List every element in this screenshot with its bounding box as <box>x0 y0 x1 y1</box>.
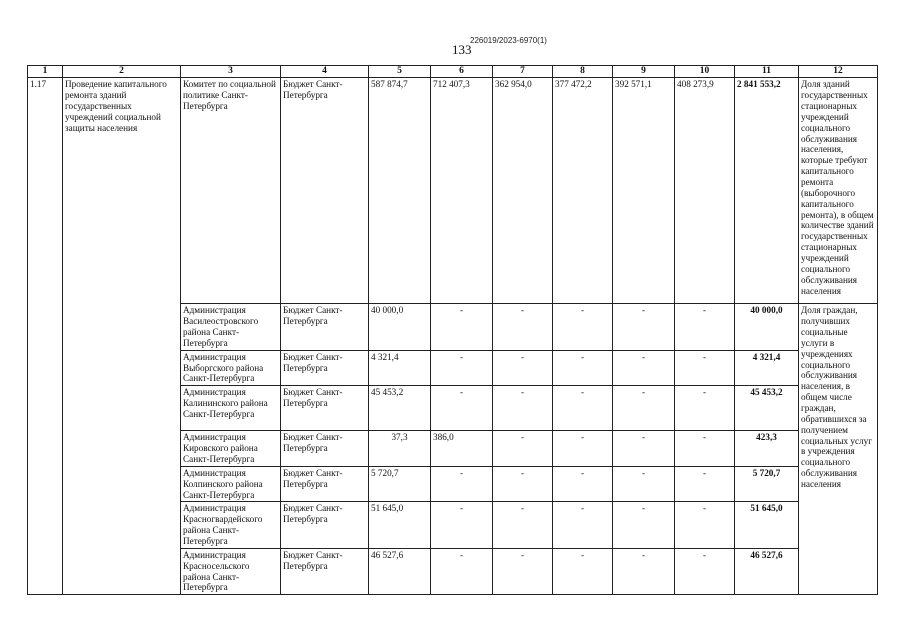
column-number: 1 <box>28 66 63 78</box>
column-number: 12 <box>799 66 878 78</box>
value-2025: - <box>431 304 493 350</box>
value-total: 40 000,0 <box>735 304 799 350</box>
column-number-row <box>28 66 878 78</box>
value-total: 45 453,2 <box>735 386 799 431</box>
value-2024: 46 527,6 <box>369 548 431 594</box>
column-number: 4 <box>281 66 369 78</box>
page-number: 133 <box>452 42 472 57</box>
value-2026: - <box>493 386 553 431</box>
value-2028: - <box>613 502 675 548</box>
value-2024: 4 321,4 <box>369 350 431 386</box>
executor: Администрация Выборгского района Санкт-Петербурга <box>181 350 281 386</box>
value-2029: - <box>675 466 735 502</box>
value-2029: - <box>675 502 735 548</box>
value-2026: 362 954,0 <box>493 78 553 304</box>
value-2029: - <box>675 304 735 350</box>
value-2025: 386,0 <box>431 431 493 467</box>
value-2028: 392 571,1 <box>613 78 675 304</box>
value-2029: - <box>675 431 735 467</box>
value-2029: - <box>675 548 735 594</box>
value-2027: - <box>553 431 613 467</box>
executor: Комитет по социальной политике Санкт-Петербурга <box>181 78 281 304</box>
program-table <box>27 65 878 595</box>
value-total: 2 841 553,2 <box>735 78 799 304</box>
value-2026: - <box>493 431 553 467</box>
value-2027: - <box>553 304 613 350</box>
funding-source: Бюджет Санкт-Петербурга <box>281 386 369 431</box>
executor: Администрация Василеостровского района Санкт-Петербурга <box>181 304 281 350</box>
executor: Администрация Колпинского района Санкт-Петербурга <box>181 466 281 502</box>
value-2028: - <box>613 350 675 386</box>
value-2024: 5 720,7 <box>369 466 431 502</box>
value-2024: 40 000,0 <box>369 304 431 350</box>
value-2026: - <box>493 466 553 502</box>
value-2026: - <box>493 548 553 594</box>
value-2025: 712 407,3 <box>431 78 493 304</box>
executor: Администрация Красносельского района Санкт-Петербурга <box>181 548 281 594</box>
indicator-text: Доля зданий государственных стационарных учреждений социального обслуживания населения, которые требуют капитального ремонта (выборочного капитального ремонта), в общем количестве зданий государственных стационарных учреждений социального обслуживания населения <box>799 78 878 304</box>
value-2025: - <box>431 502 493 548</box>
value-2027: 377 472,2 <box>553 78 613 304</box>
value-2028: - <box>613 304 675 350</box>
funding-source: Бюджет Санкт-Петербурга <box>281 548 369 594</box>
table-row <box>28 78 878 304</box>
column-number: 8 <box>553 66 613 78</box>
value-2027: - <box>553 350 613 386</box>
row-number: 1.17 <box>28 78 63 595</box>
value-2026: - <box>493 350 553 386</box>
column-number: 11 <box>735 66 799 78</box>
value-total: 4 321,4 <box>735 350 799 386</box>
funding-source: Бюджет Санкт-Петербурга <box>281 431 369 467</box>
value-total: 51 645,0 <box>735 502 799 548</box>
column-number: 7 <box>493 66 553 78</box>
value-2027: - <box>553 466 613 502</box>
value-2028: - <box>613 431 675 467</box>
column-number: 5 <box>369 66 431 78</box>
value-2024: 587 874,7 <box>369 78 431 304</box>
value-2026: - <box>493 502 553 548</box>
column-number: 3 <box>181 66 281 78</box>
value-2025: - <box>431 466 493 502</box>
value-2025: - <box>431 386 493 431</box>
value-2025: - <box>431 548 493 594</box>
value-total: 5 720,7 <box>735 466 799 502</box>
indicator-text: Доля граждан, получивших социальные услуги в учреждениях социального обслуживания населения, в общем числе граждан, обратившихся за получением социальных услуг в учреждения социального обслуживания населения <box>799 304 878 595</box>
value-2027: - <box>553 502 613 548</box>
column-number: 2 <box>63 66 181 78</box>
value-2029: - <box>675 386 735 431</box>
value-2024: 37,3 <box>369 431 431 467</box>
funding-source: Бюджет Санкт-Петербурга <box>281 304 369 350</box>
executor: Администрация Красногвардейского района Санкт-Петербурга <box>181 502 281 548</box>
value-2029: 408 273,9 <box>675 78 735 304</box>
executor: Администрация Калининского района Санкт-Петербурга <box>181 386 281 431</box>
column-number: 6 <box>431 66 493 78</box>
activity-name: Проведение капитального ремонта зданий государственных учреждений социальной защиты населения <box>63 78 181 595</box>
value-2024: 45 453,2 <box>369 386 431 431</box>
value-2028: - <box>613 466 675 502</box>
funding-source: Бюджет Санкт-Петербурга <box>281 350 369 386</box>
funding-source: Бюджет Санкт-Петербурга <box>281 466 369 502</box>
value-2029: - <box>675 350 735 386</box>
value-2024: 51 645,0 <box>369 502 431 548</box>
value-2027: - <box>553 548 613 594</box>
value-2028: - <box>613 548 675 594</box>
value-total: 46 527,6 <box>735 548 799 594</box>
value-2027: - <box>553 386 613 431</box>
funding-source: Бюджет Санкт-Петербурга <box>281 78 369 304</box>
value-2028: - <box>613 386 675 431</box>
value-2026: - <box>493 304 553 350</box>
value-2025: - <box>431 350 493 386</box>
column-number: 9 <box>613 66 675 78</box>
document-id: 226019/2023-6970(1) <box>470 36 547 45</box>
funding-source: Бюджет Санкт-Петербурга <box>281 502 369 548</box>
column-number: 10 <box>675 66 735 78</box>
value-total: 423,3 <box>735 431 799 467</box>
executor: Администрация Кировского района Санкт-Петербурга <box>181 431 281 467</box>
